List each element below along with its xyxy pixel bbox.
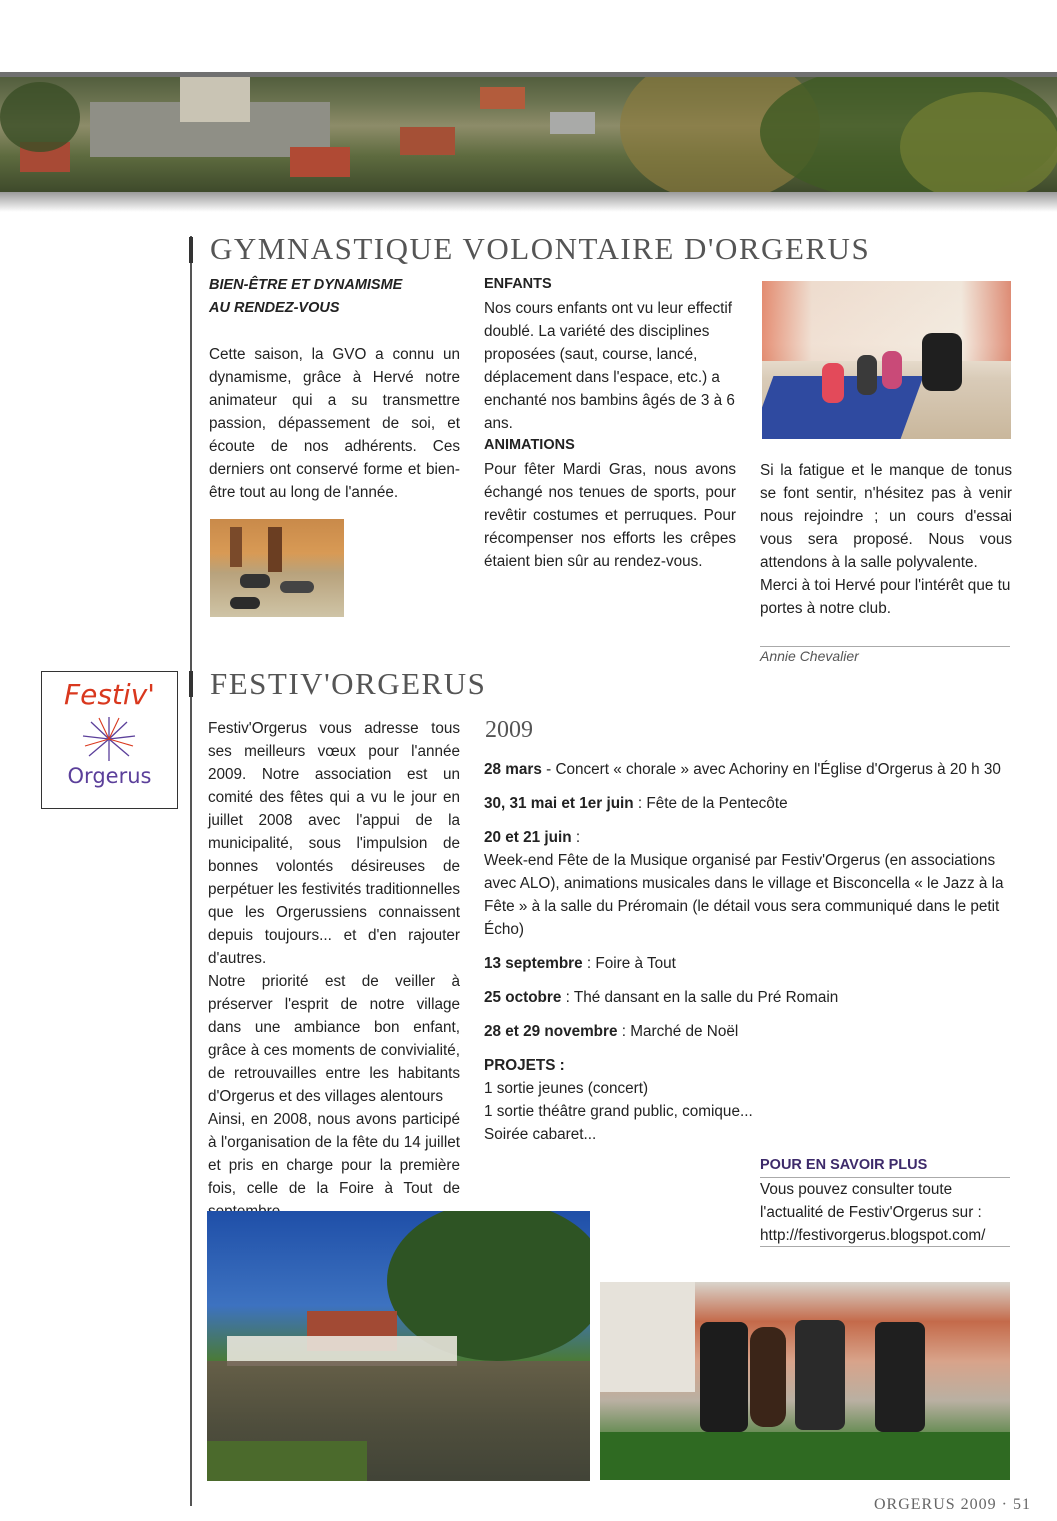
village-aerial-photo <box>0 72 1057 192</box>
gym-class-photo <box>210 519 344 617</box>
author-divider <box>760 646 1010 647</box>
festiv-body-p1: Festiv'Orgerus vous adresse tous ses meilleurs vœux pour l'année 2009. Notre association est un comité des fêtes qui a vu le jour en juillet 2008 avec l'appui de la municipalité, sous l'impulsion de bonnes volontés désireuses de perpétuer les festivités traditionnelles que les Orgerussiens connaissent depuis toujours... et d'en rajouter d'autres. <box>208 720 460 967</box>
page-footer: ORGERUS 2009 · 51 <box>873 1496 1031 1513</box>
jazz-band-photo <box>600 1282 1010 1480</box>
gym-subtitle-line2: AU RENDEZ-VOUS <box>209 300 340 316</box>
festiv-body <box>208 717 460 1223</box>
event-item: 13 septembre : Foire à Tout <box>484 955 676 972</box>
festiv-logo <box>41 671 178 809</box>
heading-marker <box>189 671 193 697</box>
gym-intro: Cette saison, la GVO a connu un dynamisme, grâce à Hervé notre animateur qui a su transmettre passion, dépassement de soi, et écoute de nos adhérents. Ces derniers ont conservé forme et bien-être tout au long de l'année. <box>209 346 460 501</box>
logo-text-festiv: Festiv' <box>64 678 155 711</box>
event-item: 28 et 29 novembre : Marché de Noël <box>484 1023 739 1040</box>
event-item: 25 octobre : Thé dansant en la salle du Pré Romain <box>484 989 839 1006</box>
event-item: 28 mars - Concert « chorale » avec Achoriny en l'Église d'Orgerus à 20 h 30 <box>484 761 1001 778</box>
gym-closing <box>760 459 1012 620</box>
festiv-body-p2: Notre priorité est de veiller à préserver l'esprit de notre village dans une ambiance bon enfant, grâce à ces moments de convivialité, de retrouvailles entre les habitants d'Orgerus et des villages alentours <box>208 973 460 1105</box>
gym-title: GYMNASTIQUE VOLONTAIRE D'ORGERUS <box>210 231 871 266</box>
more-info-link[interactable]: http://festivorgerus.blogspot.com/ <box>760 1227 986 1244</box>
fireworks-icon <box>79 714 139 764</box>
village-fair-photo <box>207 1211 590 1481</box>
heading-marker <box>189 237 193 263</box>
events-year: 2009 <box>485 717 533 743</box>
projet-item: 1 sortie théâtre grand public, comique... <box>484 1103 753 1120</box>
gym-author: Annie Chevalier <box>760 648 859 664</box>
banner-shadow <box>0 192 1057 212</box>
animations-heading: ANIMATIONS <box>484 437 575 453</box>
more-info-text: Vous pouvez consulter toute l'actualité de Festiv'Orgerus sur : <box>760 1181 982 1221</box>
column-divider <box>190 236 192 1506</box>
more-info-heading: POUR EN SAVOIR PLUS <box>760 1157 928 1173</box>
more-info-divider-bottom <box>760 1246 1010 1247</box>
event-item: 20 et 21 juin : <box>484 829 581 846</box>
logo-text-orgerus: Orgerus <box>67 764 152 788</box>
gym-subtitle-line1: BIEN-ÊTRE ET DYNAMISME <box>209 277 403 293</box>
banner-top-border <box>0 72 1057 77</box>
events-list <box>484 758 1014 1146</box>
gym-subtitle <box>209 274 459 320</box>
festiv-title: FESTIV'ORGERUS <box>210 666 487 701</box>
animations-text: Pour fêter Mardi Gras, nous avons échangé nos tenues de sports, pour revêtir costumes et perruques. Pour récompenser nos efforts les crêpes étaient bien sûr au rendez-vous. <box>484 461 736 570</box>
enfants-text: Nos cours enfants ont vu leur effectif doublé. La variété des disciplines proposées (saut, course, lancé, déplacement dans l'espace, etc.) a enchanté nos bambins âgés de 3 à 6 ans. <box>484 300 735 432</box>
projet-item: Soirée cabaret... <box>484 1126 597 1143</box>
event-june-detail: Week-end Fête de la Musique organisé par Festiv'Orgerus (en associations avec ALO), animations musicales dans le village et Bisconcella « le Jazz à la Fête » à la salle du Préromain (le détail vous sera communiqué dans le petit Écho) <box>484 852 1004 938</box>
children-gym-photo <box>762 281 1011 439</box>
event-item: 30, 31 mai et 1er juin : Fête de la Pentecôte <box>484 795 788 812</box>
enfants-heading: ENFANTS <box>484 276 552 292</box>
projets-heading: PROJETS : <box>484 1057 565 1074</box>
gym-closing-text: Si la fatigue et le manque de tonus se font sentir, n'hésitez pas à venir nous rejoindre ; un cours d'essai vous sera proposé. Nous vous attendons à la salle polyvalente. <box>760 462 1012 571</box>
projet-item: 1 sortie jeunes (concert) <box>484 1080 649 1097</box>
gym-thanks-text: Merci à toi Hervé pour l'intérêt que tu portes à notre club. <box>760 577 1011 617</box>
festiv-body-p3: Ainsi, en 2008, nous avons participé à l'organisation de la fête du 14 juillet et pris en charge pour la première fois, celle de la Foire à Tout de <box>208 1111 460 1197</box>
